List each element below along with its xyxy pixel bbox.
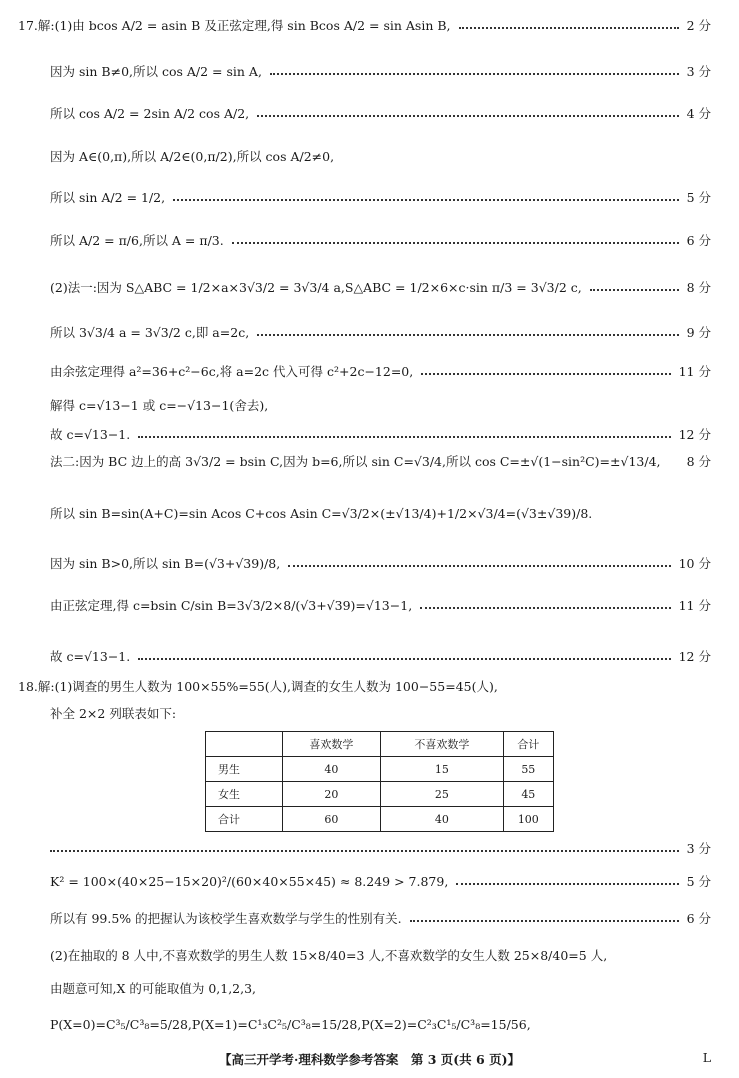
leader-dots bbox=[50, 834, 679, 852]
answer-text: 由正弦定理,得 c=bsin C/sin B=3√3/2×8/(√3+√39)=√13−1, bbox=[50, 598, 413, 613]
table-cell: 40 bbox=[381, 807, 504, 832]
table-header-cell: 合计 bbox=[503, 732, 553, 757]
answer-line bbox=[0, 313, 739, 353]
answer-line bbox=[0, 6, 739, 46]
answer-text: (2)法一:因为 S△ABC = 1/2×a×3√3/2 = 3√3/4 a,S△ABC = 1/2×6×c·sin π/3 = 3√3/2 c, bbox=[50, 280, 582, 295]
leader-dots bbox=[420, 591, 671, 609]
leader-dots bbox=[257, 99, 679, 117]
table-cell: 20 bbox=[282, 782, 380, 807]
leader-dots bbox=[257, 318, 679, 336]
answer-text: (2)在抽取的 8 人中,不喜欢数学的男生人数 15×8/40=3 人,不喜欢数学的女生人数 25×8/40=5 人, bbox=[50, 948, 608, 963]
score-label: 9 分 bbox=[686, 325, 711, 340]
score-label: 4 分 bbox=[686, 106, 711, 121]
leader-dots bbox=[138, 420, 671, 438]
answer-text: 由余弦定理得 a²=36+c²−6c,将 a=2c 代入可得 c²+2c−12=0, bbox=[50, 364, 414, 379]
answer-text: 因为 sin B>0,所以 sin B=(√3+√39)/8, bbox=[50, 556, 281, 571]
corner-mark: L bbox=[702, 1050, 711, 1065]
answer-text: 18.解:(1)调查的男生人数为 100×55%=55(人),调查的女生人数为 100−55=45(人), bbox=[18, 679, 498, 694]
score-label: 6 分 bbox=[686, 233, 711, 248]
score-label: 8 分 bbox=[686, 454, 711, 469]
table-cell: 45 bbox=[503, 782, 553, 807]
score-label: 11 分 bbox=[678, 364, 711, 379]
leader-dots bbox=[459, 11, 679, 29]
answer-line bbox=[0, 899, 739, 939]
table-header-row bbox=[206, 732, 554, 757]
table-cell: 15 bbox=[381, 757, 504, 782]
leader-dots bbox=[288, 549, 671, 567]
table-cell: 60 bbox=[282, 807, 380, 832]
score-label: 12 分 bbox=[678, 649, 711, 664]
score-label: 3 分 bbox=[686, 841, 711, 856]
answer-text: 所以 A/2 = π/6,所以 A = π/3. bbox=[50, 233, 224, 248]
answer-line bbox=[0, 52, 739, 92]
leader-dots bbox=[138, 642, 671, 660]
score-label: 6 分 bbox=[686, 911, 711, 926]
answer-text: K² = 100×(40×25−15×20)²/(60×40×55×45) ≈ 8.249 > 7.879, bbox=[50, 874, 449, 889]
answer-text: 所以 cos A/2 = 2sin A/2 cos A/2, bbox=[50, 106, 250, 121]
table-header-cell: 不喜欢数学 bbox=[381, 732, 504, 757]
leader-dots bbox=[410, 904, 679, 922]
leader-dots bbox=[270, 57, 679, 75]
score-label: 5 分 bbox=[686, 190, 711, 205]
table-cell: 合计 bbox=[206, 807, 283, 832]
contingency-table bbox=[205, 731, 554, 832]
score-label: 12 分 bbox=[678, 427, 711, 442]
table-cell: 25 bbox=[381, 782, 504, 807]
score-label: 8 分 bbox=[686, 280, 711, 295]
table-header-cell: 喜欢数学 bbox=[282, 732, 380, 757]
table-cell: 100 bbox=[503, 807, 553, 832]
answer-line bbox=[0, 221, 739, 261]
answer-text: 因为 sin B≠0,所以 cos A/2 = sin A, bbox=[50, 64, 262, 79]
table-cell: 55 bbox=[503, 757, 553, 782]
leader-dots bbox=[590, 273, 679, 291]
table-row bbox=[206, 807, 554, 832]
table-row bbox=[206, 757, 554, 782]
answer-line bbox=[0, 94, 739, 134]
answer-line bbox=[0, 969, 739, 1009]
score-label: 3 分 bbox=[686, 64, 711, 79]
answer-line bbox=[0, 494, 739, 534]
answer-line bbox=[0, 544, 739, 584]
answer-text: 由题意可知,X 的可能取值为 0,1,2,3, bbox=[50, 981, 257, 996]
table-cell: 男生 bbox=[206, 757, 283, 782]
leader-dots bbox=[173, 183, 679, 201]
answer-text: 17.解:(1)由 bcos A/2 = asin B 及正弦定理,得 sin Bcos A/2 = sin Asin B, bbox=[18, 18, 451, 33]
answer-text: 故 c=√13−1. bbox=[50, 649, 131, 664]
answer-text: P(X=0)=C³₅/C³₈=5/28,P(X=1)=C¹₃C²₅/C³₈=15/28,P(X=2)=C²₃C¹₅/C³₈=15/56, bbox=[50, 1017, 531, 1032]
answer-text: 所以 sin B=sin(A+C)=sin Acos C+cos Asin C=√3/2×(±√13/4)+1/2×√3/4=(√3±√39)/8. bbox=[50, 506, 593, 521]
answer-line bbox=[0, 586, 739, 626]
page-footer: 【高三开学考·理科数学参考答案 第 3 页(共 6 页)】 bbox=[219, 1052, 520, 1067]
score-label: 10 分 bbox=[678, 556, 711, 571]
table-cell: 40 bbox=[282, 757, 380, 782]
answer-line bbox=[0, 178, 739, 218]
leader-dots bbox=[421, 357, 671, 375]
answer-text: 因为 A∈(0,π),所以 A/2∈(0,π/2),所以 cos A/2≠0, bbox=[50, 149, 335, 164]
answer-text: 故 c=√13−1. bbox=[50, 427, 131, 442]
answer-text: 所以 3√3/4 a = 3√3/2 c,即 a=2c, bbox=[50, 325, 250, 340]
table-cell: 女生 bbox=[206, 782, 283, 807]
answer-text: 补全 2×2 列联表如下: bbox=[50, 706, 177, 721]
answer-line bbox=[0, 268, 739, 308]
score-label: 5 分 bbox=[686, 874, 711, 889]
answer-text: 所以 sin A/2 = 1/2, bbox=[50, 190, 166, 205]
score-label: 2 分 bbox=[686, 18, 711, 33]
answer-text: 法二:因为 BC 边上的高 3√3/2 = bsin C,因为 b=6,所以 sin C=√3/4,所以 cos C=±√(1−sin²C)=±√13/4, bbox=[50, 454, 661, 469]
answer-line bbox=[0, 862, 739, 902]
score-label: 11 分 bbox=[678, 598, 711, 613]
answer-line bbox=[0, 1005, 739, 1045]
answer-text: 所以有 99.5% 的把握认为该校学生喜欢数学与学生的性别有关. bbox=[50, 911, 402, 926]
answer-text: 解得 c=√13−1 或 c=−√13−1(舍去), bbox=[50, 398, 269, 413]
leader-dots bbox=[232, 226, 679, 244]
table-header-cell bbox=[206, 732, 283, 757]
answer-line bbox=[0, 694, 739, 734]
answer-line bbox=[0, 442, 739, 482]
answer-line bbox=[0, 137, 739, 177]
table-row bbox=[206, 782, 554, 807]
leader-dots bbox=[456, 867, 679, 885]
